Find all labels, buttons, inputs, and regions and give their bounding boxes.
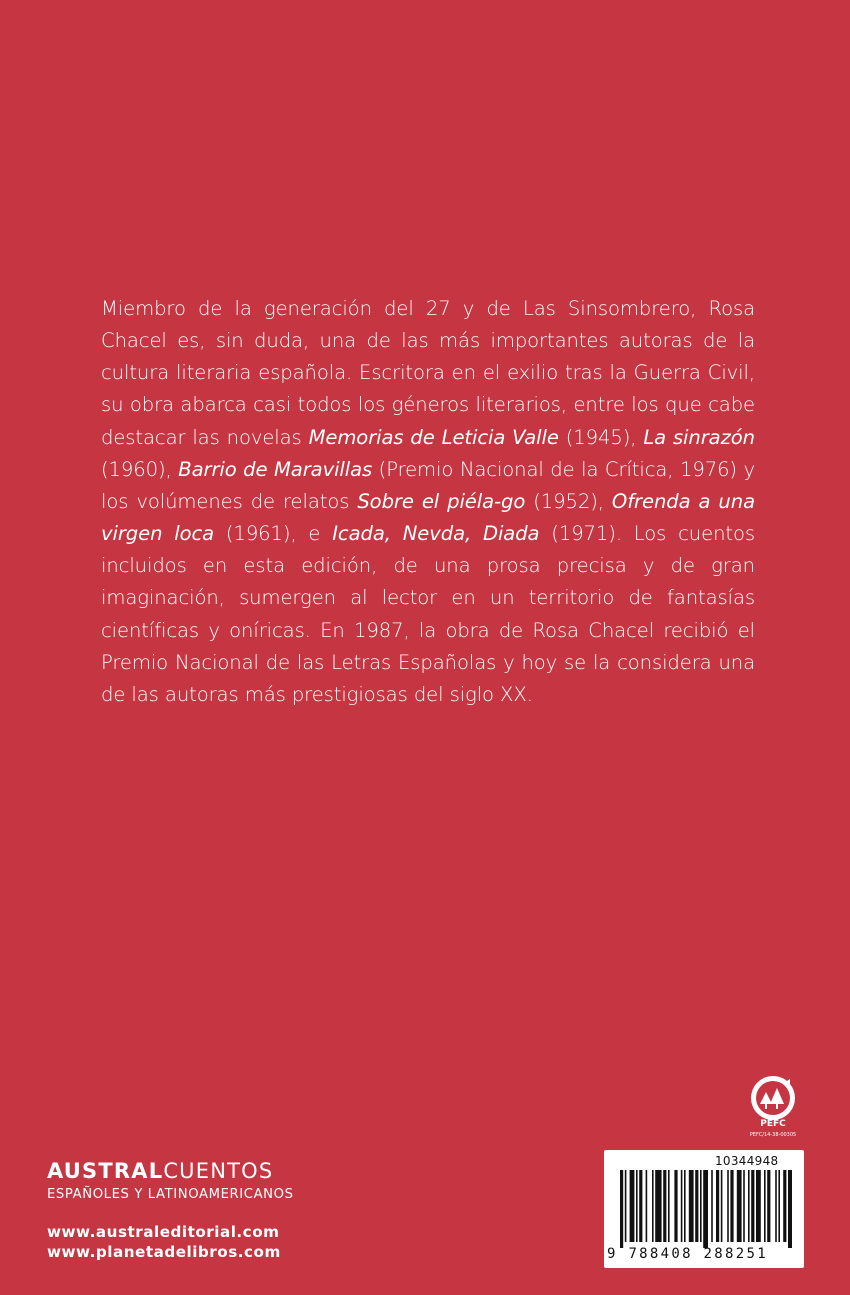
barcode-bar	[703, 1170, 708, 1248]
publisher-urls	[47, 1222, 281, 1262]
blurb-text: (1971). Los cuentos incluidos en esta edición, de una prosa precisa y de gran imaginación, sumergen al lector en un territorio de fantasías científicas y oníricas. En 1987, la obra de Rosa Chacel recibió el Premio Nacional de las Letras Españolas y hoy se la considera una de las autoras más prestigiosas del siglo XX.	[101, 522, 755, 706]
barcode-bar	[716, 1170, 719, 1242]
pefc-logo-icon	[746, 1074, 800, 1128]
isbn-barcode	[604, 1150, 804, 1268]
barcode-bar	[748, 1170, 750, 1242]
blurb-title-italic: Memorias de Leticia Valle	[308, 425, 559, 449]
barcode-bar	[674, 1170, 677, 1242]
barcode-bar	[684, 1170, 686, 1242]
blurb-title-italic: Sobre el piéla-go	[357, 489, 526, 513]
barcode-bar	[681, 1170, 683, 1242]
blurb-title-italic: Ofrenda a una virgen loca	[101, 489, 755, 546]
barcode-bar	[700, 1170, 702, 1242]
barcode-bar	[620, 1170, 623, 1248]
url-planeta: www.planetadelibros.com	[47, 1243, 281, 1261]
barcode-bar	[655, 1170, 661, 1242]
blurb-text: Miembro de la generación del 27 y de Las Sinsombrero, Rosa Chacel es, sin duda, una de las más importantes autoras de la cultura literaria española. Escritora en el exilio tras la Guerra Civil, su obra abarca casi todos los géneros literarios, entre los que cabe destacar las novelas	[101, 297, 755, 449]
barcode-bar	[721, 1170, 723, 1242]
barcode-bar	[767, 1170, 770, 1242]
blurb-title-italic: La sinrazón	[643, 425, 755, 449]
barcode-isbn-digits: 9 788408 288251	[607, 1246, 768, 1262]
barcode-bar	[689, 1170, 694, 1242]
blurb-paragraph	[101, 293, 755, 711]
barcode-bar	[756, 1170, 761, 1242]
series-title-bold: AUSTRAL	[47, 1159, 164, 1183]
barcode-bar	[636, 1170, 638, 1242]
blurb-text: (1961), e	[214, 522, 333, 546]
url-austral: www.australeditorial.com	[47, 1223, 280, 1241]
barcode-bar	[788, 1170, 792, 1248]
barcode-bar	[743, 1170, 745, 1242]
barcode-bar	[778, 1170, 780, 1242]
barcode-bar	[751, 1170, 754, 1242]
blurb-text: (Premio Nacional de la Crítica, 1976) y los volúmenes de relatos	[101, 457, 756, 513]
pefc-code: PEFC/14-38-00305	[749, 1132, 797, 1138]
barcode-bar	[652, 1170, 654, 1242]
barcode-bar	[727, 1170, 729, 1242]
barcode-bar	[639, 1170, 642, 1242]
barcode-bar	[630, 1170, 635, 1242]
series-branding	[47, 1158, 294, 1202]
barcode-reference-number: 10344948	[715, 1154, 779, 1168]
barcode-bar	[663, 1170, 666, 1242]
blurb-text: (1960),	[101, 457, 179, 481]
barcode-bar	[775, 1170, 777, 1242]
back-cover-blurb	[101, 293, 755, 711]
barcode-bar	[646, 1170, 648, 1242]
blurb-text: (1952),	[525, 489, 612, 513]
blurb-title-italic: Barrio de Maravillas	[178, 457, 373, 481]
barcode-bar	[730, 1170, 733, 1242]
barcode-bar	[764, 1170, 766, 1242]
pefc-certification	[746, 1074, 800, 1138]
barcode-bar	[625, 1170, 627, 1242]
blurb-title-italic: Icada, Nevda, Diada	[332, 522, 540, 546]
barcode-bars	[620, 1170, 792, 1248]
barcode-bar	[695, 1170, 698, 1242]
pefc-label: PEFC	[760, 1119, 786, 1128]
barcode-bar	[737, 1170, 742, 1242]
barcode-bar	[711, 1170, 713, 1242]
series-subtitle: ESPAÑOLES Y LATINOAMERICANOS	[47, 1187, 294, 1202]
series-title-light: CUENTOS	[163, 1159, 274, 1183]
blurb-text: (1945),	[558, 425, 644, 449]
barcode-bar	[783, 1170, 786, 1242]
barcode-bar	[668, 1170, 670, 1242]
series-title	[47, 1158, 294, 1184]
